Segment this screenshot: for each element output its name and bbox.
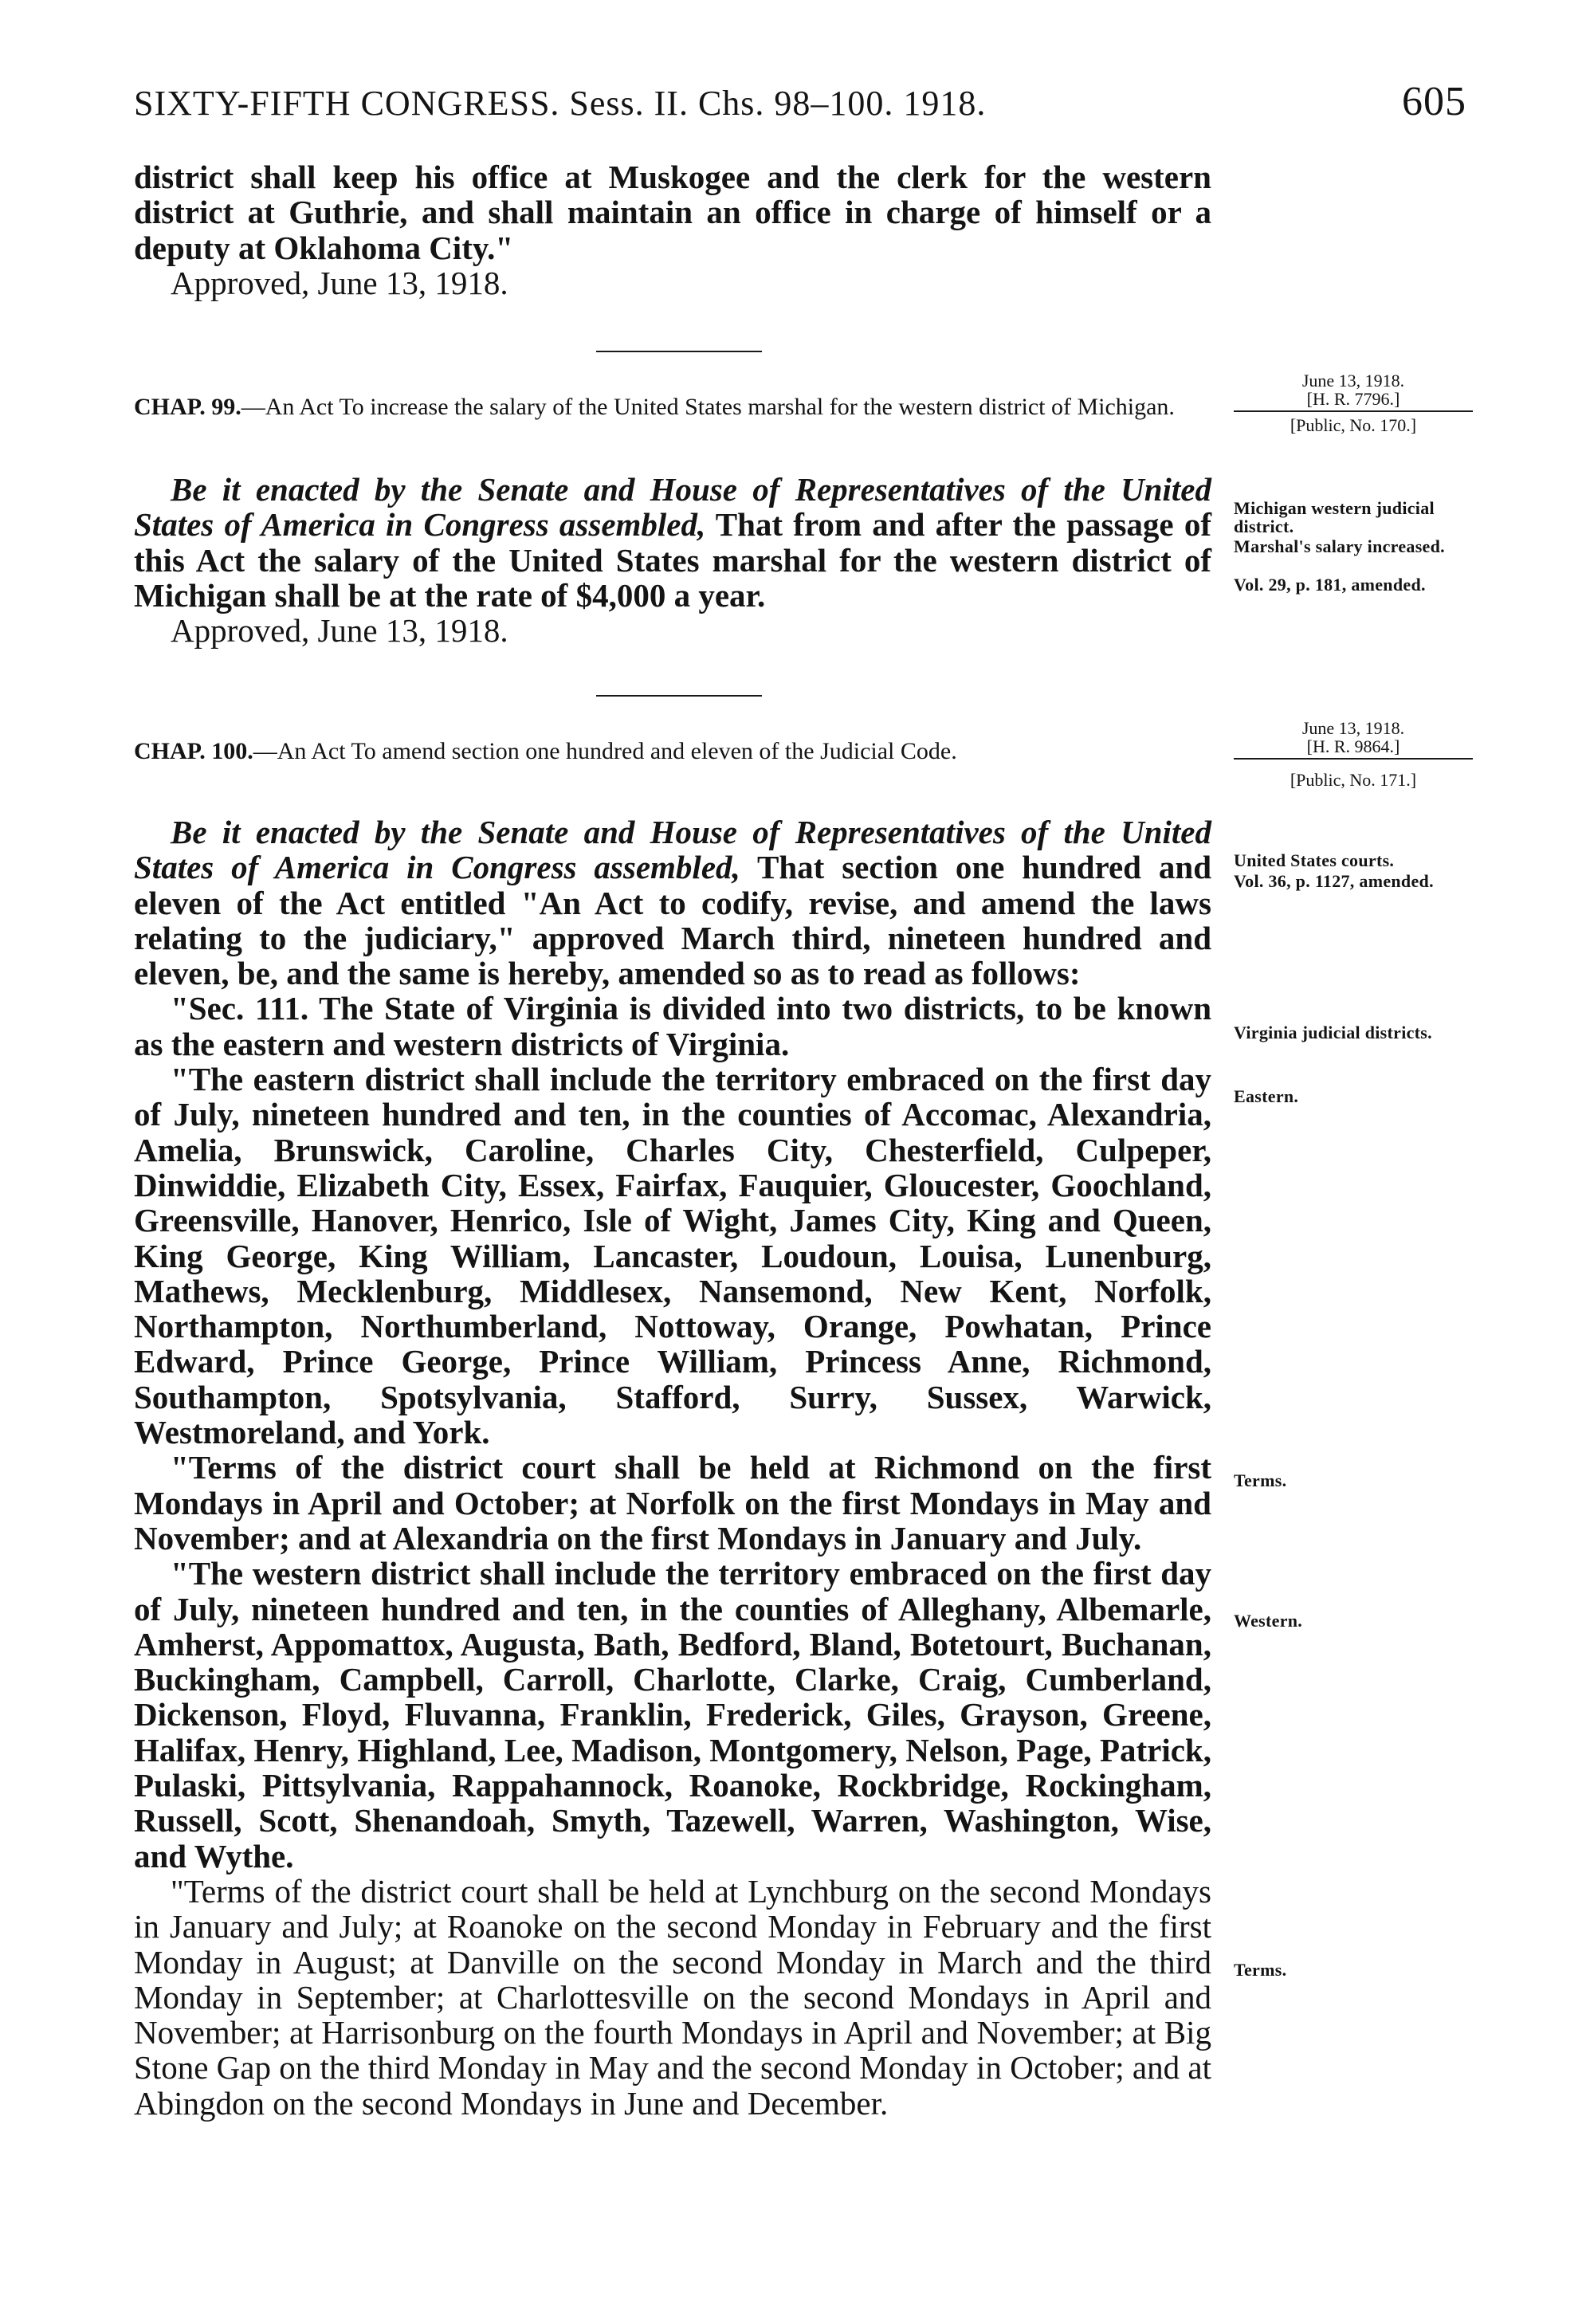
margin-vol36 (1234, 872, 1473, 890)
enacting-clause-100: Be it enacted by the Senate and House of Representatives of the United States of America in Congress assembled, (134, 814, 1211, 886)
running-head (134, 79, 1466, 139)
margin-note: United States courts. (1234, 850, 1395, 870)
margin-note: Marshal's salary increased. (1234, 536, 1445, 556)
margin-terms-1 (1234, 1471, 1473, 1490)
section-111: "Sec. 111. The State of Virginia is divided into two districts, to be known as the eastern and western districts of Virginia. (134, 990, 1211, 1062)
chapter-100-label: CHAP. 100. (134, 738, 253, 764)
chapter-99-title-text: —An Act To increase the salary of the United States marshal for the western district of Michigan. (241, 394, 1175, 420)
margin-terms-2 (1234, 1961, 1473, 1979)
enacting-clause-99: Be it enacted by the Senate and House of Representatives of the United States of America in Congress assembled, (134, 471, 1211, 544)
margin-vol29 (1234, 575, 1473, 594)
continuation-approved: Approved, June 13, 1918. (171, 264, 508, 301)
chapter-99-label: CHAP. 99. (134, 394, 241, 420)
chapter-100-body (134, 815, 1211, 2121)
chapter-99-date: June 13, 1918. (1301, 371, 1405, 391)
continuation-block (134, 159, 1211, 300)
chapter-100-bill: [H. R. 9864.] (1306, 736, 1400, 756)
margin-virginia (1234, 1023, 1473, 1042)
chapter-99-approved: Approved, June 13, 1918. (171, 612, 508, 650)
chapter-99-title (134, 394, 1211, 420)
page-number: 605 (1402, 79, 1466, 124)
chapter-99-body-text: That from and after the passage of this Act the salary of the United States marshal for the western district of Michigan shall be at the rate of $4,000 a year. (134, 506, 1211, 614)
eastern-district: "The eastern district shall include the territory embraced on the first day of July, nineteen hundred and ten, in the counties of Accomac, Alexandria, Amelia, Brunswick, Caroline, Charles City, Chesterfield, Culpeper, Dinwiddie, Elizabeth City, Essex, Fairfax, Fauquier, Gloucester, Goochland, Greensville, Hanover, Henrico, Isle of Wight, James City, King and Queen, King George, King William, Lancaster, Loudoun, Louisa, Lunenburg, Mathews, Mecklenburg, Middlesex, Nansemond, New Kent, Norfolk, Northampton, Northumberland, Nottoway, Orange, Powhatan, Prince Edward, Prince George, Prince William, Princess Anne, Richmond, Southampton, Spotsylvania, Stafford, Surry, Sussex, Warwick, Westmoreland, and York. (134, 1061, 1211, 1451)
chapter-100-title (134, 738, 1211, 764)
chapter-99-bill: [H. R. 7796.] (1306, 389, 1400, 409)
margin-eastern (1234, 1087, 1473, 1105)
sidenote-rule (1234, 758, 1473, 760)
margin-note: Terms. (1234, 1960, 1287, 1980)
margin-note: Terms. (1234, 1470, 1287, 1490)
margin-marshal (1234, 537, 1473, 555)
western-district: "The western district shall include the territory embraced on the first day of July, nineteen hundred and ten, in the counties of Alleghany, Albemarle, Amherst, Appomattox, Augusta, Bath, Bedford, Bland, Botetourt, Buchanan, Buckingham, Campbell, Carroll, Charlotte, Clarke, Craig, Cumberland, Dickenson, Floyd, Fluvanna, Franklin, Frederick, Giles, Grayson, Greene, Halifax, Henry, Highland, Lee, Madison, Montgomery, Nelson, Page, Patrick, Pulaski, Pittsylvania, Rappahannock, Roanoke, Rockbridge, Rockingham, Russell, Scott, Shenandoah, Smyth, Tazewell, Warren, Washington, Wise, and Wythe. (134, 1555, 1211, 1875)
continuation-text: district shall keep his office at Muskogee and the clerk for the western district at Guthrie, and shall maintain an office in charge of himself or a deputy at Oklahoma City." (134, 159, 1211, 266)
margin-michigan (1234, 499, 1473, 536)
chapter-100-title-text: —An Act To amend section one hundred and eleven of the Judicial Code. (253, 738, 957, 764)
running-title: SIXTY-FIFTH CONGRESS. Sess. II. Chs. 98–100. 1918. (134, 84, 987, 123)
margin-note: Michigan western judicial district. (1234, 498, 1435, 536)
section-divider (596, 351, 762, 352)
chapter-100-public: [Public, No. 171.] (1290, 770, 1417, 790)
chapter-100-sidenote (1234, 719, 1473, 789)
margin-note: Eastern. (1234, 1086, 1299, 1106)
western-terms: "Terms of the district court shall be held at Lynchburg on the second Mondays in January and July; at Roanoke on the second Monday in February and the first Monday in August; at Danville on the second Monday in March and the third Monday in September; at Charlottesville on the second Mondays in April and November; at Harrisonburg on the fourth Mondays in April and November; at Big Stone Gap on the third Monday in May and the second Monday in October; and at Abingdon on the second Mondays in June and December. (134, 1872, 1211, 2122)
chapter-99-sidenote (1234, 371, 1473, 434)
sidenote-rule (1234, 410, 1473, 412)
margin-note: Vol. 36, p. 1127, amended. (1234, 871, 1434, 891)
margin-note: Vol. 29, p. 181, amended. (1234, 575, 1426, 595)
margin-courts (1234, 851, 1473, 870)
chapter-99-public: [Public, No. 170.] (1290, 415, 1417, 435)
chapter-100-date: June 13, 1918. (1301, 718, 1405, 738)
chapter-100-body-text: That section one hundred and eleven of the Act entitled "An Act to codify, revise, and amend the laws relating to the judiciary," approved March third, nineteen hundred and eleven, be, and the same is hereby, amended so as to read as follows: (134, 849, 1211, 992)
margin-note: Western. (1234, 1611, 1303, 1631)
margin-western (1234, 1611, 1473, 1630)
margin-note: Virginia judicial districts. (1234, 1023, 1432, 1042)
eastern-terms: "Terms of the district court shall be held at Richmond on the first Mondays in April and October; at Norfolk on the first Mondays in May and November; and at Alexandria on the first Mondays in January and July. (134, 1449, 1211, 1557)
section-divider (596, 695, 762, 697)
chapter-99-body (134, 472, 1211, 648)
